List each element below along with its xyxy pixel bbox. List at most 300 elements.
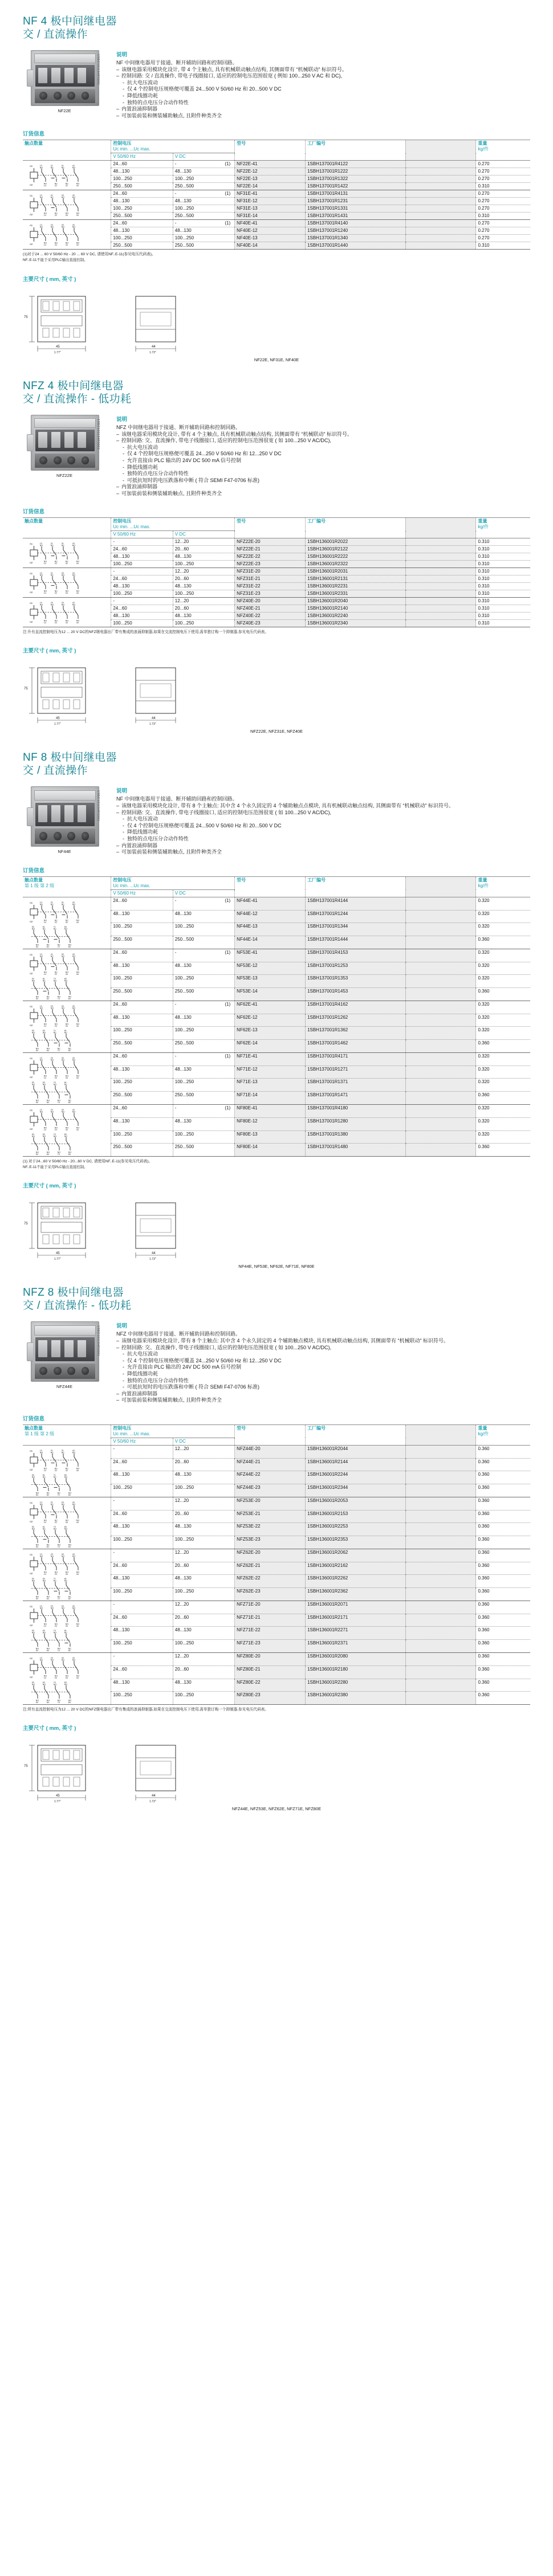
cell-spacer [405,1104,476,1117]
th-contacts: 触点数量 [23,518,111,538]
svg-text:A2: A2 [30,1623,33,1627]
cell-type: NF80E-12 [235,1117,306,1130]
svg-text:44: 44 [76,1128,79,1131]
svg-text:A2: A2 [30,1675,33,1679]
table-bottom-rule [23,1156,530,1157]
svg-text:21: 21 [50,572,53,575]
cell-voltage-hz: 24...60 [111,1458,173,1471]
svg-text:A2: A2 [30,1468,33,1471]
cell-weight: 0.360 [476,1445,530,1458]
cell-type: NFZ44E-22 [235,1471,306,1484]
cell-voltage-hz: 48...130 [111,553,173,561]
product-photo-column [23,785,114,855]
dimension-drawing-side [123,1735,197,1803]
svg-text:61: 61 [42,925,45,928]
cell-voltage-hz: - [111,538,173,546]
svg-text:14: 14 [43,921,46,924]
dimensions-heading: 主要尺寸 ( mm, 英寸 ) [23,1725,76,1732]
svg-text:54: 54 [35,1101,38,1104]
svg-text:A1: A1 [30,165,33,168]
contact-symbol [28,222,90,245]
table-row [23,1652,530,1665]
svg-text:NC: NC [54,1467,58,1470]
svg-text:A1: A1 [30,224,33,227]
cell-voltage-dc: 48...130 [173,1014,234,1027]
svg-text:44: 44 [76,973,79,975]
section-title-line1: NFZ 8 极中间继电器 [23,1287,124,1299]
feature-item: – 可加装前装和侧装辅助触点, 且附件种类齐全 [116,491,553,497]
cell-weight: 0.310 [476,598,530,605]
svg-text:14: 14 [43,622,46,624]
cell-type: NFZ62E-23 [235,1588,306,1601]
table-row [23,598,530,605]
svg-text:32: 32 [65,562,68,565]
svg-text:84: 84 [68,1701,71,1704]
svg-text:71: 71 [53,925,56,928]
svg-text:33: 33 [61,1108,64,1111]
contact-symbol-second [28,924,90,947]
svg-text:NO: NO [43,242,47,244]
svg-text:33: 33 [61,602,64,605]
svg-text:14: 14 [43,1024,46,1027]
footnote-ref: (1) [225,1105,231,1111]
contact-symbol-cell [23,190,111,220]
svg-text:73: 73 [53,1629,56,1632]
cell-weight: 0.310 [476,213,530,220]
svg-text:NO: NO [57,995,61,998]
cell-type: NF40E-14 [235,242,306,250]
cell-voltage-hz: 24...60 [111,1562,173,1575]
svg-text:NO: NO [57,1151,61,1154]
th-voltage [111,140,235,153]
section-nf8 [0,736,553,1271]
cell-voltage-hz: 48...130 [111,583,173,590]
cell-weight: 0.310 [476,613,530,620]
screw-terminal [67,456,75,464]
cell-type: NFZ62E-22 [235,1575,306,1588]
svg-text:43: 43 [72,1553,75,1556]
svg-text:NC: NC [61,903,65,906]
svg-text:NO: NO [65,1519,69,1522]
cell-weight: 0.270 [476,198,530,205]
svg-text:73: 73 [53,1081,56,1084]
cell-type: NFZ71E-22 [235,1627,306,1640]
dimension-caption: NFZ44E, NFZ53E, NFZ62E, NFZ71E, NFZ80E [231,1806,322,1811]
contact-symbol-cell [23,1001,111,1052]
contact-symbol-second [28,1524,90,1547]
svg-text:24: 24 [54,1076,57,1079]
svg-text:14: 14 [43,592,46,595]
description-heading: 说明 [116,1323,128,1330]
svg-text:1.73": 1.73" [149,350,156,354]
th-spacer [405,876,476,897]
svg-text:A2: A2 [30,213,33,217]
svg-text:NC: NC [61,1451,65,1454]
svg-text:NO: NO [72,226,76,228]
feature-item: – 可加装前装和侧装辅助触点, 且附件种类齐全 [116,1397,553,1404]
table-bottom-rule [23,249,530,250]
feature-item: - 仅 4 个控制电压规格便可覆盖 24...500 V 50/60 Hz 和 20...500 V DC [116,86,553,93]
svg-text:73: 73 [53,977,56,980]
cell-voltage-hz: 100...250 [111,1130,173,1144]
cell-spacer [405,1130,476,1144]
cell-spacer [405,590,476,598]
cell-type: NFZ80E-21 [235,1665,306,1679]
svg-text:NO: NO [43,1075,47,1077]
th-voltage-label: 控制电压 [113,1425,132,1431]
svg-text:NO: NO [54,1075,58,1077]
cell-voltage-dc: 100...250 [173,561,234,568]
cell-type: NFZ40E-23 [235,620,306,627]
cell-spacer [405,1640,476,1653]
cell-weight: 0.360 [476,1588,530,1601]
svg-text:NO: NO [43,619,47,622]
svg-text:14: 14 [43,185,46,187]
svg-text:A2: A2 [30,1571,33,1575]
svg-text:14: 14 [43,1624,46,1627]
svg-text:13: 13 [39,572,42,575]
svg-text:NO: NO [46,1151,50,1154]
svg-text:44: 44 [76,592,79,595]
svg-text:NC: NC [53,928,57,930]
svg-text:NO: NO [31,1683,35,1686]
cell-order-no: 1SBH136001R2371 [306,1640,406,1653]
svg-text:NO: NO [39,1555,43,1558]
th-contacts-label: 触点数量 [25,877,43,883]
svg-text:NO: NO [50,226,54,228]
cell-voltage-hz: 48...130 [111,1679,173,1692]
contact-terminal [51,805,60,822]
svg-text:NO: NO [39,196,43,199]
svg-text:43: 43 [72,953,75,956]
cell-type: NF44E-12 [235,910,306,923]
svg-text:NO: NO [35,1544,39,1546]
cell-spacer [405,1575,476,1588]
svg-text:NO: NO [68,995,72,998]
svg-text:43: 43 [72,1605,75,1607]
cell-voltage-dc: 100...250 [173,1692,234,1704]
cell-order-no: 1SBH137001R1362 [306,1027,406,1040]
cell-voltage-dc: 48...130 [173,583,234,590]
svg-text:31: 31 [61,165,64,168]
cell-voltage-dc: - (1) [173,220,234,227]
svg-text:84: 84 [68,945,71,948]
svg-text:61: 61 [42,1525,45,1528]
svg-text:22: 22 [54,1521,57,1524]
cell-order-no: 1SBH137001R1240 [306,227,406,235]
svg-text:NC: NC [68,1647,72,1650]
th-voltage [111,876,235,889]
svg-text:NO: NO [43,1675,47,1677]
th-vdc: V DC [173,153,234,161]
cell-spacer [405,1014,476,1027]
svg-text:NO: NO [65,1075,69,1077]
cell-type: NFZ62E-20 [235,1549,306,1562]
svg-text:NO: NO [61,955,65,958]
contact-block [35,803,95,827]
cell-order-no: 1SBH136001R2244 [306,1471,406,1484]
svg-text:53: 53 [31,1629,34,1632]
svg-text:53: 53 [31,1133,34,1136]
description-intro: NF 中间继电器用于接通、断开辅助回路和控制回路。 [116,60,238,66]
cell-type: NF44E-13 [235,923,306,936]
cell-voltage-hz: - [111,1497,173,1510]
cell-type: NFZ40E-21 [235,605,306,613]
photo-side-code: 1SBC101104F0001 [96,418,100,450]
cell-type: NF71E-12 [235,1065,306,1079]
svg-text:NC: NC [57,944,61,946]
dimension-caption: NFZ22E, NFZ31E, NFZ40E [250,729,303,734]
svg-text:14: 14 [43,214,46,217]
product-photo-nf8 [31,786,99,847]
cell-voltage-dc: 20...60 [173,1562,234,1575]
ordering-heading: 订货信息 [23,867,45,874]
cell-voltage-hz: 48...130 [111,1523,173,1536]
svg-text:A2: A2 [30,591,33,594]
svg-text:NC: NC [64,1579,68,1582]
cell-voltage-dc: 100...250 [173,235,234,242]
footnote-ref: (1) [225,191,231,197]
contact-terminal [64,68,74,84]
contact-symbol [28,1655,90,1678]
cell-type: NF62E-13 [235,1027,306,1040]
table-row [23,949,530,962]
screw-terminal [54,456,62,464]
dimension-caption: NF44E, NF53E, NF62E, NF71E, NF80E [238,1264,315,1269]
cell-order-no: 1SBH137001R4180 [306,1104,406,1117]
screw-terminal [39,456,47,464]
cell-order-no: 1SBH137001R4140 [306,220,406,227]
feature-item: – 可加装前装和侧装辅助触点, 且附件种类齐全 [116,113,553,120]
svg-text:44: 44 [76,1076,79,1079]
screw-terminal [82,456,90,464]
cell-order-no: 1SBH136001R2040 [306,598,406,605]
product-photo-nf4 [31,50,99,106]
dimension-drawing-side [123,1193,197,1261]
feature-list [116,803,553,856]
svg-text:NC: NC [57,1047,61,1050]
cell-spacer [405,1027,476,1040]
svg-text:43: 43 [72,165,75,168]
svg-text:NO: NO [72,574,76,577]
cell-spacer [405,1523,476,1536]
svg-text:NC: NC [54,590,58,593]
cell-voltage-dc: 12...20 [173,598,234,605]
contact-symbol-second [28,1132,90,1154]
svg-text:NO: NO [39,1451,43,1454]
cell-type: NFZ22E-23 [235,561,306,568]
svg-text:NO: NO [39,544,43,547]
cell-order-no: 1SBH136001R2122 [306,546,406,553]
svg-text:NO: NO [57,1099,61,1102]
svg-text:13: 13 [39,953,42,956]
th-contacts [23,1424,111,1445]
cell-spacer [405,975,476,988]
svg-text:NO: NO [54,1571,58,1574]
cell-spacer [405,198,476,205]
feature-item: - 允许直接由 PLC 输出的 24V DC 500 mA 信号控制 [116,1364,553,1371]
svg-text:71: 71 [53,1473,56,1476]
cell-voltage-dc: 48...130 [173,1575,234,1588]
cell-type: NFZ44E-20 [235,1445,306,1458]
cell-order-no: 1SBH137001R4162 [306,1001,406,1014]
svg-text:NC: NC [42,928,46,930]
cell-order-no: 1SBH136001R2071 [306,1601,406,1614]
contact-symbol [28,600,90,623]
svg-text:NO: NO [76,182,80,185]
cell-order-no: 1SBH137001R1440 [306,242,406,250]
cell-type: NFZ22E-20 [235,538,306,546]
cell-weight: 0.360 [476,1640,530,1653]
cell-weight: 0.270 [476,161,530,168]
cell-voltage-hz: - [111,1601,173,1614]
feature-item: – 内置浪涌抑制器 [116,106,553,113]
svg-text:NO: NO [42,1031,46,1034]
svg-text:NO: NO [64,928,68,930]
svg-text:21: 21 [50,1501,53,1504]
cell-weight: 0.360 [476,1484,530,1497]
contact-symbol-second [28,1028,90,1051]
svg-text:NO: NO [72,1607,76,1610]
svg-text:NO: NO [39,1607,43,1610]
cell-voltage-dc: 100...250 [173,1588,234,1601]
table-row [23,1104,530,1117]
svg-text:NO: NO [43,560,47,563]
feature-item: - 抗大电压波动 [116,1351,553,1358]
svg-text:74: 74 [57,1545,60,1548]
cell-type: NF44E-41 [235,897,306,910]
cell-voltage-dc: - (1) [173,897,234,910]
cell-order-no: 1SBH137001R1444 [306,936,406,949]
cell-weight: 0.360 [476,1627,530,1640]
svg-text:43: 43 [72,1108,75,1111]
cell-type: NF22E-13 [235,175,306,183]
feature-item: - 抗大电压波动 [116,80,553,87]
svg-text:NC: NC [42,1528,46,1530]
cell-voltage-dc: - (1) [173,190,234,198]
cell-type: NFZ80E-23 [235,1692,306,1704]
feature-item: – 内置浪涌抑制器 [116,1391,553,1398]
cell-order-no: 1SBH137001R1371 [306,1079,406,1092]
cell-type: NF71E-13 [235,1079,306,1092]
cell-weight: 0.360 [476,1601,530,1614]
svg-text:NO: NO [31,1528,35,1530]
svg-text:NC: NC [54,182,58,185]
svg-text:NO: NO [39,1111,43,1113]
cell-weight: 0.360 [476,1562,530,1575]
contact-symbol [28,952,90,974]
cell-voltage-dc: 100...250 [173,1130,234,1144]
svg-text:NC: NC [65,1467,69,1470]
svg-text:NC: NC [50,903,54,906]
cell-order-no: 1SBH137001R1353 [306,975,406,988]
cell-weight: 0.360 [476,1614,530,1627]
svg-text:53: 53 [31,977,34,980]
svg-text:NO: NO [42,1579,46,1582]
svg-text:NO: NO [46,1595,50,1598]
svg-text:14: 14 [43,562,46,565]
svg-text:NC: NC [68,1595,72,1598]
th-contacts-sub: 第 1 级 第 2 级 [25,883,55,888]
feature-item: - 允许直接由 PLC 输出的 24V DC 500 mA 信号控制 [116,458,553,464]
svg-text:NO: NO [65,1675,69,1677]
cell-spacer [405,568,476,575]
lower-terminal-block [35,828,95,844]
svg-text:43: 43 [72,224,75,227]
mounting-lug [27,807,33,826]
svg-text:44: 44 [76,1676,79,1679]
svg-text:NO: NO [68,1151,72,1154]
photo-side-code: 1SBC101104F0001 [96,790,100,822]
svg-text:NC: NC [68,1099,72,1102]
th-voltage-sub: Uc min. ...Uc max. [113,883,151,888]
cell-weight: 0.310 [476,242,530,250]
svg-text:NO: NO [35,1647,39,1650]
cell-spacer [405,897,476,910]
svg-text:NC: NC [50,544,54,547]
cell-order-no: 1SBH136001R2162 [306,1562,406,1575]
svg-text:24: 24 [54,1676,57,1679]
description-text [114,49,553,119]
svg-text:13: 13 [39,1501,42,1504]
cell-type: NFZ44E-21 [235,1458,306,1471]
svg-text:13: 13 [39,224,42,227]
cell-spacer [405,598,476,605]
svg-text:NO: NO [54,619,58,622]
cell-voltage-dc: 100...250 [173,1079,234,1092]
ordering-table [23,1424,530,1704]
svg-text:NO: NO [76,1519,80,1522]
cell-type: NF40E-13 [235,235,306,242]
cell-voltage-dc: 12...20 [173,1445,234,1458]
svg-text:1.73": 1.73" [149,1258,156,1262]
cell-spacer [405,620,476,627]
cell-voltage-dc: 48...130 [173,910,234,923]
cell-weight: 0.360 [476,1471,530,1484]
svg-text:21: 21 [50,194,53,197]
cell-type: NFZ80E-20 [235,1652,306,1665]
svg-text:83: 83 [64,1473,67,1476]
svg-text:13: 13 [39,1108,42,1111]
svg-text:NC: NC [64,1031,68,1034]
cell-order-no: 1SBH136001R2344 [306,1484,406,1497]
contact-terminal [78,68,87,84]
svg-text:53: 53 [31,925,34,928]
cell-voltage-hz: 48...130 [111,1627,173,1640]
cell-order-no: 1SBH136001R2380 [306,1692,406,1704]
svg-text:54: 54 [35,1545,38,1548]
svg-text:83: 83 [64,1133,67,1136]
lower-terminal-block [35,89,95,103]
svg-text:A1: A1 [30,1108,33,1112]
contact-terminal [78,1340,87,1357]
svg-text:22: 22 [54,214,57,217]
svg-text:74: 74 [57,1701,60,1704]
description-heading: 说明 [116,788,128,795]
screw-terminal [82,92,90,100]
th-type: 型号 [235,140,306,161]
table-row [23,538,530,546]
cell-type: NFZ31E-20 [235,568,306,575]
feature-item: - 降低线圈功耗 [116,1371,553,1378]
cell-weight: 0.310 [476,605,530,613]
ordering-heading: 订货信息 [23,1415,45,1422]
svg-text:34: 34 [65,1521,68,1524]
cell-spacer [405,1536,476,1549]
svg-text:NC: NC [50,1451,54,1454]
screw-terminal [67,92,75,100]
svg-text:NO: NO [76,619,80,622]
